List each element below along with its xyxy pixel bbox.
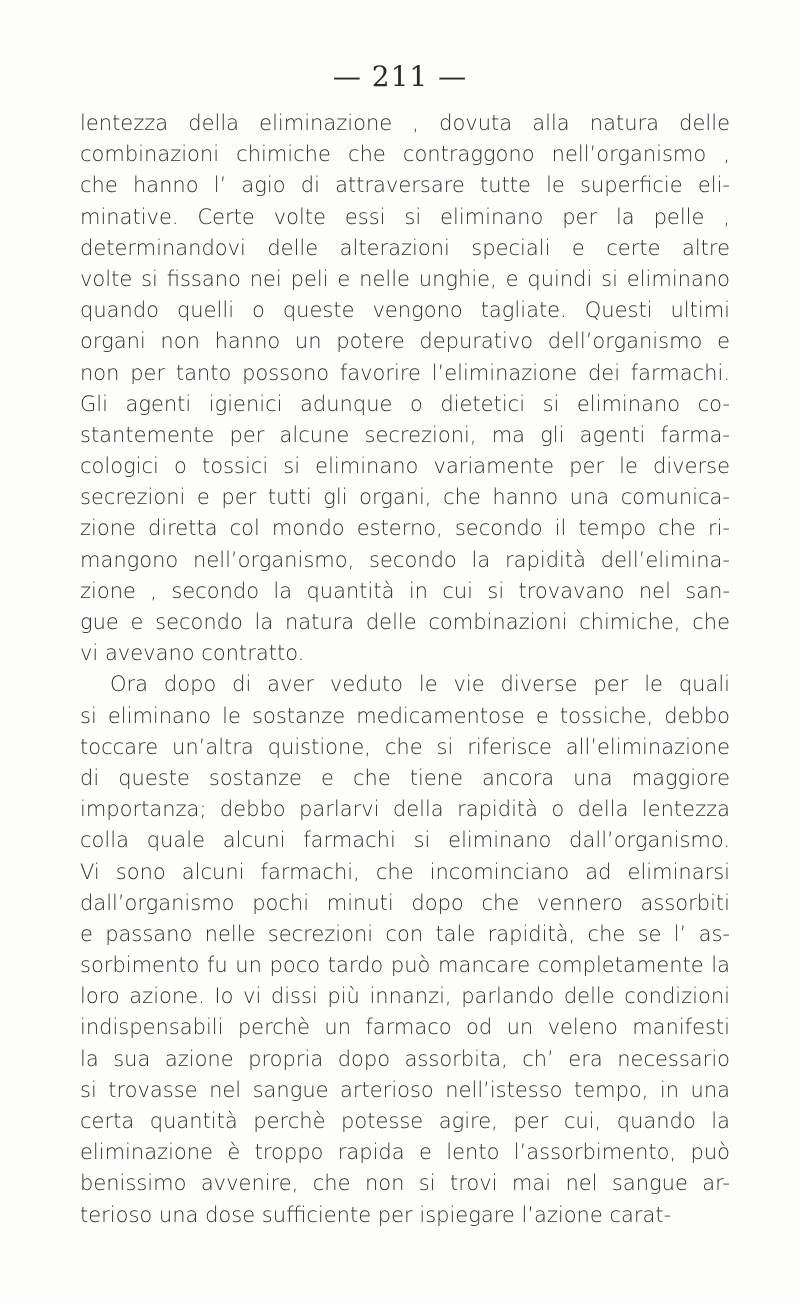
text-line: benissimo avvenire, che non si trovi mai nel sangue ar- (80, 1171, 730, 1196)
text-line: terioso una dose sufficiente per ispiegare l’azione carat- (80, 1202, 672, 1227)
text-line: stantemente per alcune secrezioni, ma gli agenti farma- (80, 422, 730, 447)
text-line: si eliminano le sostanze medicamentose e tossiche, debbo (80, 703, 730, 728)
text-line: vi avevano contratto. (80, 641, 305, 666)
text-line: zione , secondo la quantità in cui si trovavano nel san- (80, 578, 730, 603)
text-line: loro azione. Io vi dissi più innanzi, parlando delle condizioni (80, 984, 730, 1009)
text-line: indispensabili perchè un farmaco od un veleno manifesti (80, 1015, 730, 1040)
paragraph-1 (80, 108, 730, 669)
text-line: Vi sono alcuni farmachi, che incominciano ad eliminarsi (80, 859, 730, 884)
text-line: Ora dopo di aver veduto le vie diverse per le quali (110, 672, 730, 697)
text-line: si trovasse nel sangue arterioso nell’istesso tempo, in una (80, 1077, 730, 1102)
text-line: di queste sostanze e che tiene ancora una maggiore (80, 765, 730, 790)
text-line: la sua azione propria dopo assorbita, ch’ era necessario (80, 1046, 730, 1071)
text-line: secrezioni e per tutti gli organi, che hanno una comunica- (80, 485, 730, 510)
text-line: minative. Certe volte essi si eliminano per la pelle , (80, 204, 730, 229)
text-line: volte si fissano nei peli e nelle unghie, e quindi si eliminano (80, 266, 730, 291)
text-line: certa quantità perchè potesse agire, per cui, quando la (80, 1109, 730, 1133)
text-line: gue e secondo la natura delle combinazioni chimiche, che (80, 610, 730, 634)
text-line: non per tanto possono favorire l’eliminazione dei farmachi. (80, 360, 730, 385)
text-line: combinazioni chimiche che contraggono nell’organismo , (80, 142, 730, 167)
text-line: sorbimento fu un poco tardo può mancare completamente la (80, 953, 730, 978)
body-text (80, 108, 730, 1231)
text-line: cologici o tossici si eliminano variamente per le diverse (80, 454, 730, 479)
text-line: organi non hanno un potere depurativo dell’organismo e (80, 329, 730, 354)
text-line: dall’organismo pochi minuti dopo che vennero assorbiti (80, 890, 730, 915)
text-line: che hanno l’ agio di attraversare tutte le superficie eli- (80, 173, 730, 198)
text-line: lentezza della eliminazione , dovuta alla natura delle (80, 111, 730, 135)
paragraph-2 (80, 669, 730, 1230)
text-line: eliminazione è troppo rapida e lento l’assorbimento, può (80, 1140, 730, 1165)
text-line: toccare un’altra quistione, che si riferisce all’eliminazione (80, 734, 730, 759)
text-line: e passano nelle secrezioni con tale rapidità, che se l’ as- (80, 921, 730, 946)
text-line: Gli agenti igienici adunque o dietetici si eliminano co- (80, 391, 730, 416)
text-line: colla quale alcuni farmachi si eliminano dall’organismo. (80, 828, 730, 853)
text-line: quando quelli o queste vengono tagliate. Questi ultimi (80, 298, 730, 323)
text-line: mangono nell’organismo, secondo la rapidità dell’elimina- (80, 547, 730, 572)
text-line: determinandovi delle alterazioni speciali e certe altre (80, 235, 730, 260)
text-line: zione diretta col mondo esterno, secondo il tempo che ri- (80, 516, 730, 541)
page-number: — 211 — (332, 60, 468, 93)
text-line: importanza; debbo parlarvi della rapidità o della lentezza (80, 797, 730, 822)
